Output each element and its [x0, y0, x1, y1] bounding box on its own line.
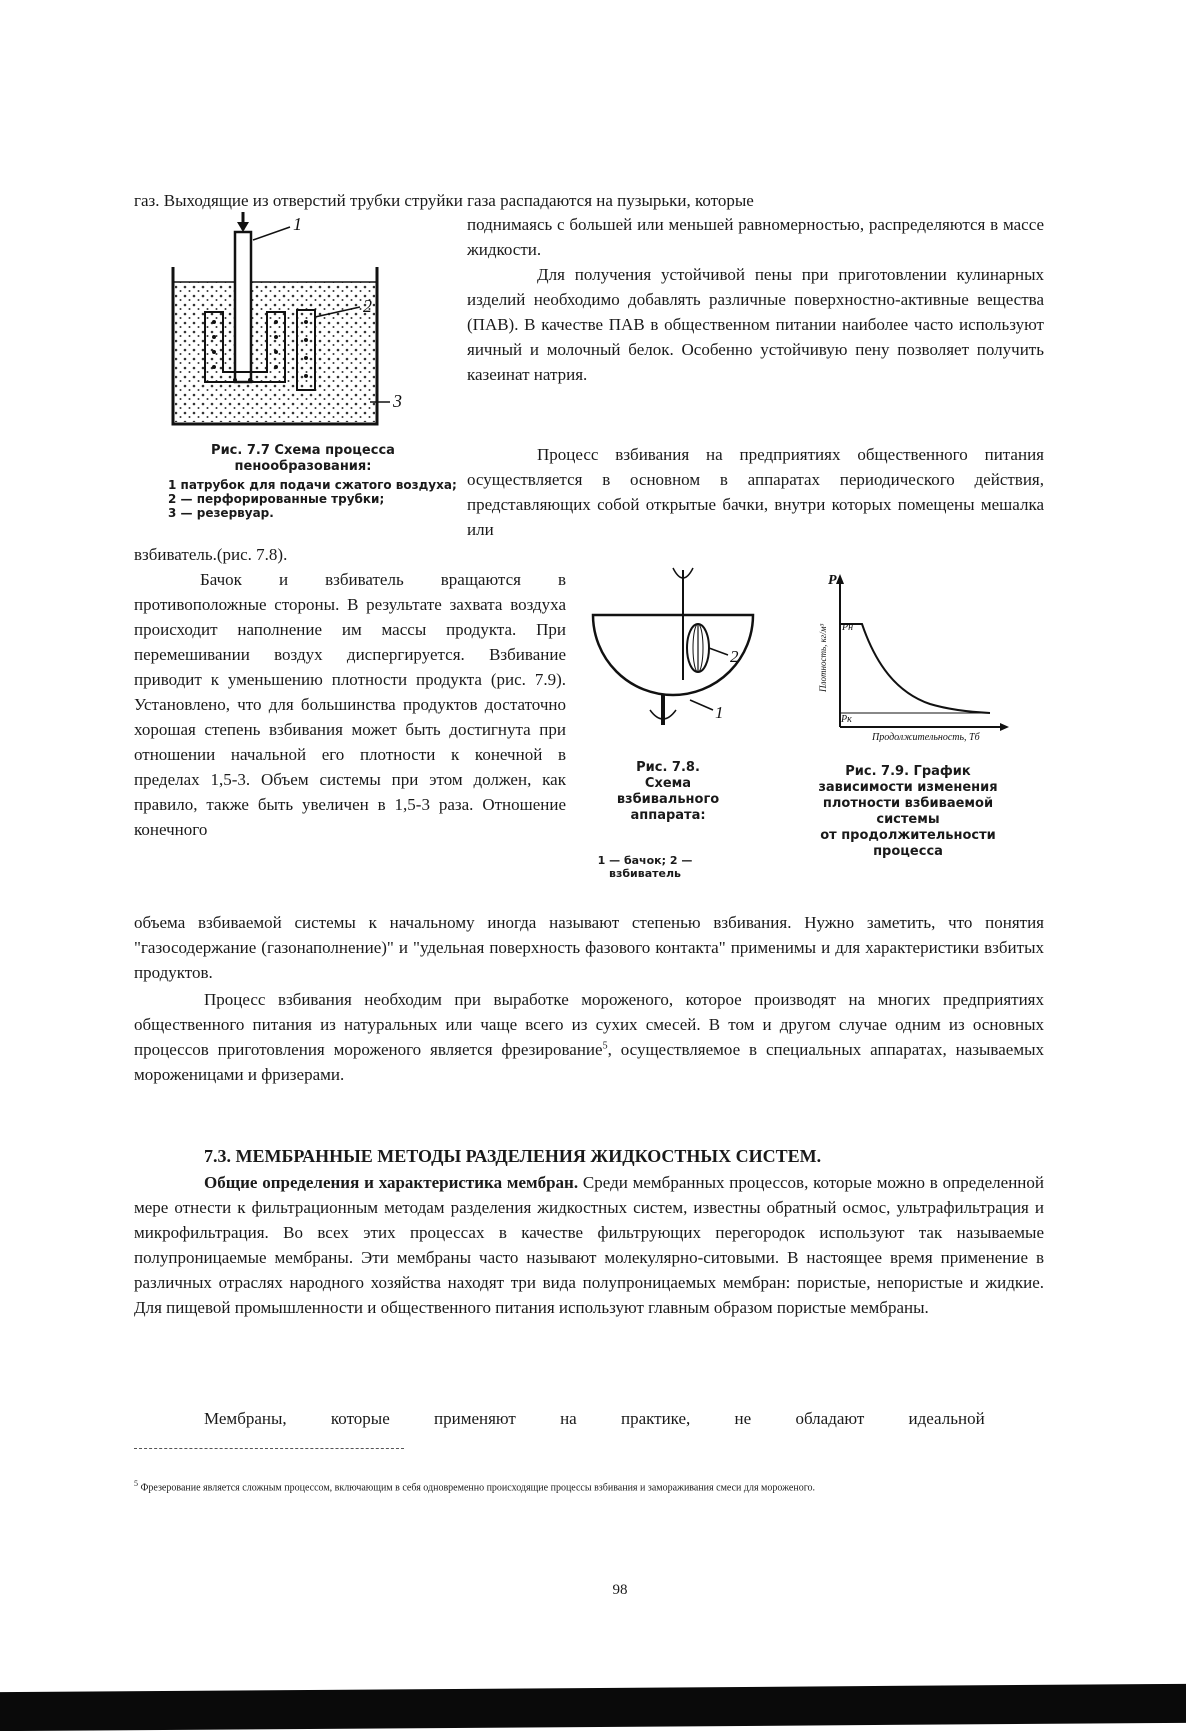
figure-7-7: [165, 212, 435, 452]
fig77-title: Рис. 7.7 Схема процесса пенообразования:: [211, 443, 395, 474]
fig79-xlabel: Продолжительность, Tб: [872, 732, 980, 742]
fig77-legend-item: 2 — перфорированные трубки;: [168, 492, 385, 506]
foam-scheme-diagram: [165, 212, 435, 442]
subheading: Общие определения и характеристика мембран.: [204, 1173, 579, 1192]
footnote: $^5$ Фрезерование является сложным процессом, включающим в себя одновременно происходящие процессы взбивания и замораживания смеси для мороженого.: [134, 1479, 816, 1494]
fig77-legend-item: 1 патрубок для подачи сжатого воздуха;: [168, 478, 457, 492]
page-number: 98: [612, 1582, 628, 1598]
scan-edge: [0, 1684, 1186, 1731]
density-curve: [840, 624, 990, 713]
first-line: газ. Выходящие из отверстий трубки струйки газа распадаются на пузырьки, которые: [134, 191, 754, 210]
fig79-axis-p: P: [828, 573, 837, 588]
fig78-label-1: 1: [715, 703, 724, 722]
fig78-legend: 1 — бачок; 2 — взбиватель: [597, 854, 693, 880]
fig77-label-2: 2: [363, 296, 372, 316]
paragraph-7: Мембраны, которые применяют на практике, не обладают идеальной: [204, 1409, 985, 1428]
fig77-label-3: 3: [393, 391, 402, 411]
figure-7-8: [578, 560, 778, 730]
footnote-ref: 5: [602, 1040, 608, 1052]
paragraph-3: Процесс взбивания на предприятиях общественного питания осуществляется в основном в аппаратах периодического действия, представляющих собой открытые бачки, внутри которых помещены мешалка или: [467, 445, 1044, 539]
footnote-separator: [134, 1448, 404, 1449]
section-title: 7.3. МЕМБРАННЫЕ МЕТОДЫ РАЗДЕЛЕНИЯ ЖИДКОСТНЫХ СИСТЕМ.: [204, 1146, 822, 1166]
fig79-ylabel: Плотность, кг/м³: [818, 623, 828, 692]
paragraph-3-cont: взбиватель.(рис. 7.8).: [134, 545, 288, 564]
whipping-apparatus-diagram: [578, 560, 778, 730]
paragraph-5: Процесс взбивания необходим при выработке мороженого, которое производят на многих предприятиях общественного питания из натуральных или чаще всего из сухих смесей. В том и другом случае одним из основных процессов приготовления мороженого является фрезирование$^5$, осуществляемое в специальных аппаратах, называемых мороженицами и фризерами.: [134, 990, 1044, 1084]
fig78-caption: Рис. 7.8. Схема взбивального аппарата:: [616, 760, 720, 823]
fig79-caption: Рис. 7.9. График зависимости изменения плотности взбиваемой системы от продолжительности процесса: [818, 764, 998, 859]
paragraph-2: Для получения устойчивой пены при приготовлении кулинарных изделий необходимо добавлять различные поверхностно-активные вещества (ПАВ). В качестве ПАВ в общественном питании наиболее часто используют яичный и молочный белок. Особенно устойчивую пену позволяет получить казеинат натрия.: [467, 265, 1044, 384]
paragraph-4-cont: объема взбиваемой системы к начальному иногда называют степенью взбивания. Нужно заметить, что понятия "газосодержание (газонаполнение)" и "удельная поверхность фазового контакта" применимы и для характеристики взбитых продуктов.: [134, 913, 1044, 982]
density-time-chart: [810, 572, 1010, 742]
figure-7-9: [810, 572, 1010, 742]
paragraph-4: Бачок и взбиватель вращаются в противоположные стороны. В результате захвата воздуха происходит наполнение им массы продукта. При перемешивании воздух диспергируется. Взбивание приводит к уменьшению плотности продукта (рис. 7.9). Установлено, что для большинства продуктов достаточно хорошая степень взбивания может быть достигнута при отношении начальной его плотности к конечной в пределах 1,5-3. Объем системы при этом должен, как правило, также быть увеличен в 1,5-3 раза. Отношение конечного: [134, 570, 566, 839]
fig77-legend: [168, 478, 458, 520]
fig78-label-2: 2: [730, 647, 739, 666]
paragraph-1: поднимаясь с большей или меньшей равномерностью, распределяются в массе жидкости.: [467, 215, 1044, 259]
paragraph-6: Общие определения и характеристика мембран. Среди мембранных процессов, которые можно в определенной мере отнести к фильтрационным методам разделения жидкостных систем, известны обратный осмос, ультрафильтрация и микрофильтрация. Во всех этих процессах в качестве фильтрующих перегородок используют так называемые полупроницаемые мембраны. Эти мембраны часто называют молекулярно-ситовыми. В настоящее время применение в различных отраслях народного хозяйства находят три вида полупроницаемых мембран: пористые, непористые и жидкие. Для пищевой промышленности и общественного питания используют главным образом пористые мембраны.: [134, 1173, 1045, 1317]
fig77-label-1: 1: [293, 214, 302, 234]
fig79-mark-top: Pн: [842, 622, 854, 633]
fig79-mark-bottom: Pк: [841, 714, 852, 725]
fig77-legend-item: 3 — резервуар.: [168, 506, 274, 520]
